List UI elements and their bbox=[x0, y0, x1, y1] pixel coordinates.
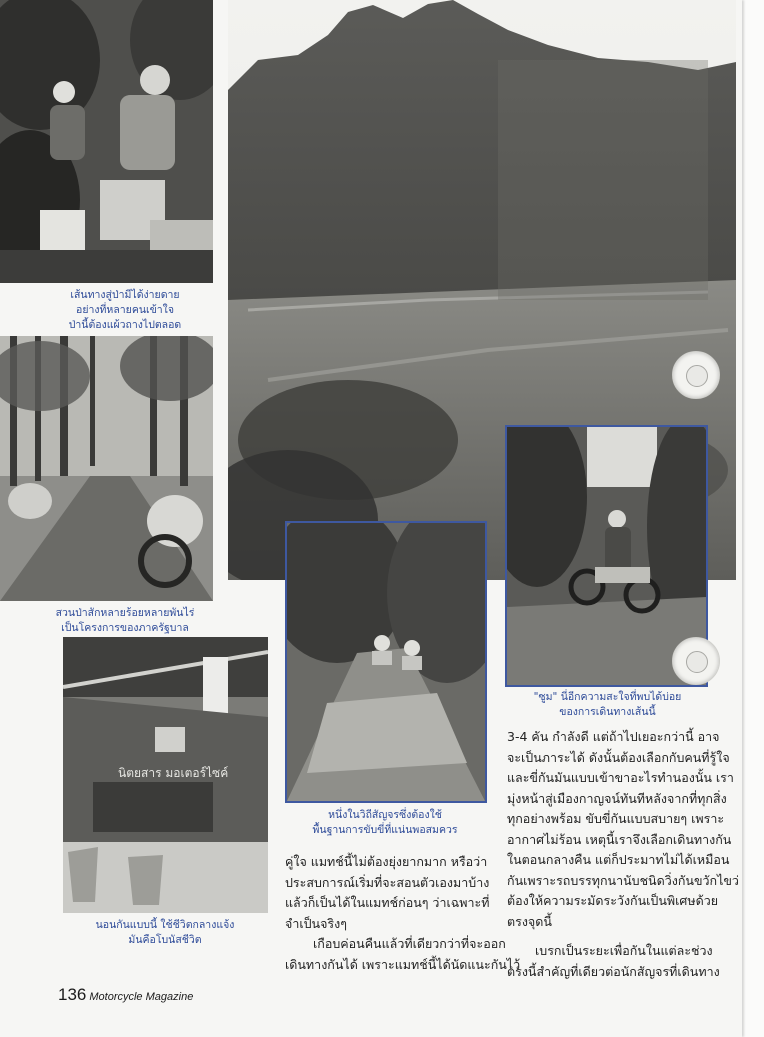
text-line: มุ่งหน้าสู่เมืองกาญจน์ทันทีหลังจากที่ทุกสิ่ง bbox=[507, 790, 727, 806]
caption-center bbox=[285, 808, 485, 838]
caption-line: ของการเดินทางเส้นนี้ bbox=[559, 706, 656, 718]
text-line: เดินทางกันได้ เพราะแมทช์นี้ได้นัดแนะกันไว้ bbox=[285, 956, 521, 972]
caption-line: ป่านี้ต้องแผ้วถางไปตลอด bbox=[68, 319, 182, 331]
tent-camp-photo bbox=[63, 637, 268, 913]
magazine-name: Motorcycle Magazine bbox=[89, 991, 194, 1003]
text-line: แล้วก็เป็นได้ในแมทช์ก่อนๆ ว่าเฉพาะที่ bbox=[285, 895, 490, 910]
text-line: ตรงจุดนี้ bbox=[507, 913, 552, 929]
text-line: เบรกเป็นระยะเพื่อกันในแต่ละช่วง bbox=[535, 943, 713, 958]
riders-jungle-photo bbox=[0, 0, 213, 283]
article-text-center bbox=[285, 852, 521, 975]
text-line: ทุกอย่างพร้อม ขับขี่กันแบบสบายๆ เพราะ bbox=[507, 811, 725, 826]
caption-bottom-left bbox=[70, 918, 260, 948]
trail-riders-photo bbox=[285, 521, 487, 803]
tent-print-text: นิตยสาร มอเตอร์ไซค์ bbox=[118, 766, 229, 780]
caption-line: สวนป่าสักหลายร้อยหลายพันไร่ bbox=[55, 607, 195, 619]
text-line: จะเป็นภาระได้ ดังนั้นต้องเลือกกับคนที่รู้ใจ bbox=[507, 749, 730, 765]
caption-line: เส้นทางสู่ป่ามีได้ง่ายดาย bbox=[70, 289, 180, 301]
text-line: อากาศไม่ร้อน เหตุนี้เราจึงเลือกเดินทางกัน bbox=[507, 831, 732, 847]
caption-mid-left bbox=[30, 606, 220, 636]
binder-hole bbox=[672, 637, 720, 685]
text-line: จำเป็นจริงๆ bbox=[285, 915, 347, 931]
caption-line: มันคือโบนัสชีวิต bbox=[128, 934, 202, 946]
article-text-right bbox=[507, 727, 739, 982]
caption-line: "ซูม" นี่อีกความสะใจที่พบได้บ่อย bbox=[533, 691, 682, 703]
text-line: ตรงนี้สำคัญที่เดียวต่อนักสัญจรที่เดินทาง bbox=[507, 963, 720, 979]
binder-hole bbox=[672, 351, 720, 399]
caption-top-left bbox=[30, 288, 220, 333]
text-line: คู่ใจ แมทช์นี้ไม่ต้องยุ่งยากมาก หรือว่า bbox=[285, 854, 488, 869]
caption-right bbox=[505, 690, 710, 720]
text-line: ในตอนกลางคืน แต่ก็ประมาทไม่ได้เหมือน bbox=[507, 852, 730, 867]
caption-line: เป็นโครงการของภาครัฐบาล bbox=[61, 622, 189, 634]
caption-line: พื้นฐานการขับขี่ที่แน่นพอสมควร bbox=[312, 824, 458, 836]
text-line: กันเพราะรถบรรทุกนานับชนิดวิ่งกันขวักไขว่ bbox=[507, 872, 739, 888]
page-number: 136 bbox=[58, 985, 87, 1004]
caption-line: อย่างที่หลายคนเข้าใจ bbox=[76, 304, 174, 316]
caption-line: นอนกันแบบนี้ ใช้ชีวิตกลางแจ้ง bbox=[95, 919, 235, 931]
text-line: และขี่กันมันแบบเข้าขาอะไรทำนองนั้น เรา bbox=[507, 770, 734, 785]
text-line: 3-4 คัน กำลังดี แต่ถ้าไปเยอะกว่านี้ อาจ bbox=[507, 729, 720, 744]
text-line: ต้องให้ความระมัดระวังกันเป็นพิเศษด้วย bbox=[507, 893, 719, 908]
teak-forest-photo bbox=[0, 336, 213, 601]
caption-line: หนึ่งในวิถีสัญจรซึ่งต้องใช้ bbox=[328, 809, 442, 821]
text-line: เกือบค่อนคืนแล้วที่เดียวกว่าที่จะออก bbox=[313, 936, 506, 951]
page-footer bbox=[58, 985, 193, 1005]
text-line: ประสบการณ์เริ่มที่จะสอนตัวเองมาบ้าง bbox=[285, 874, 490, 890]
